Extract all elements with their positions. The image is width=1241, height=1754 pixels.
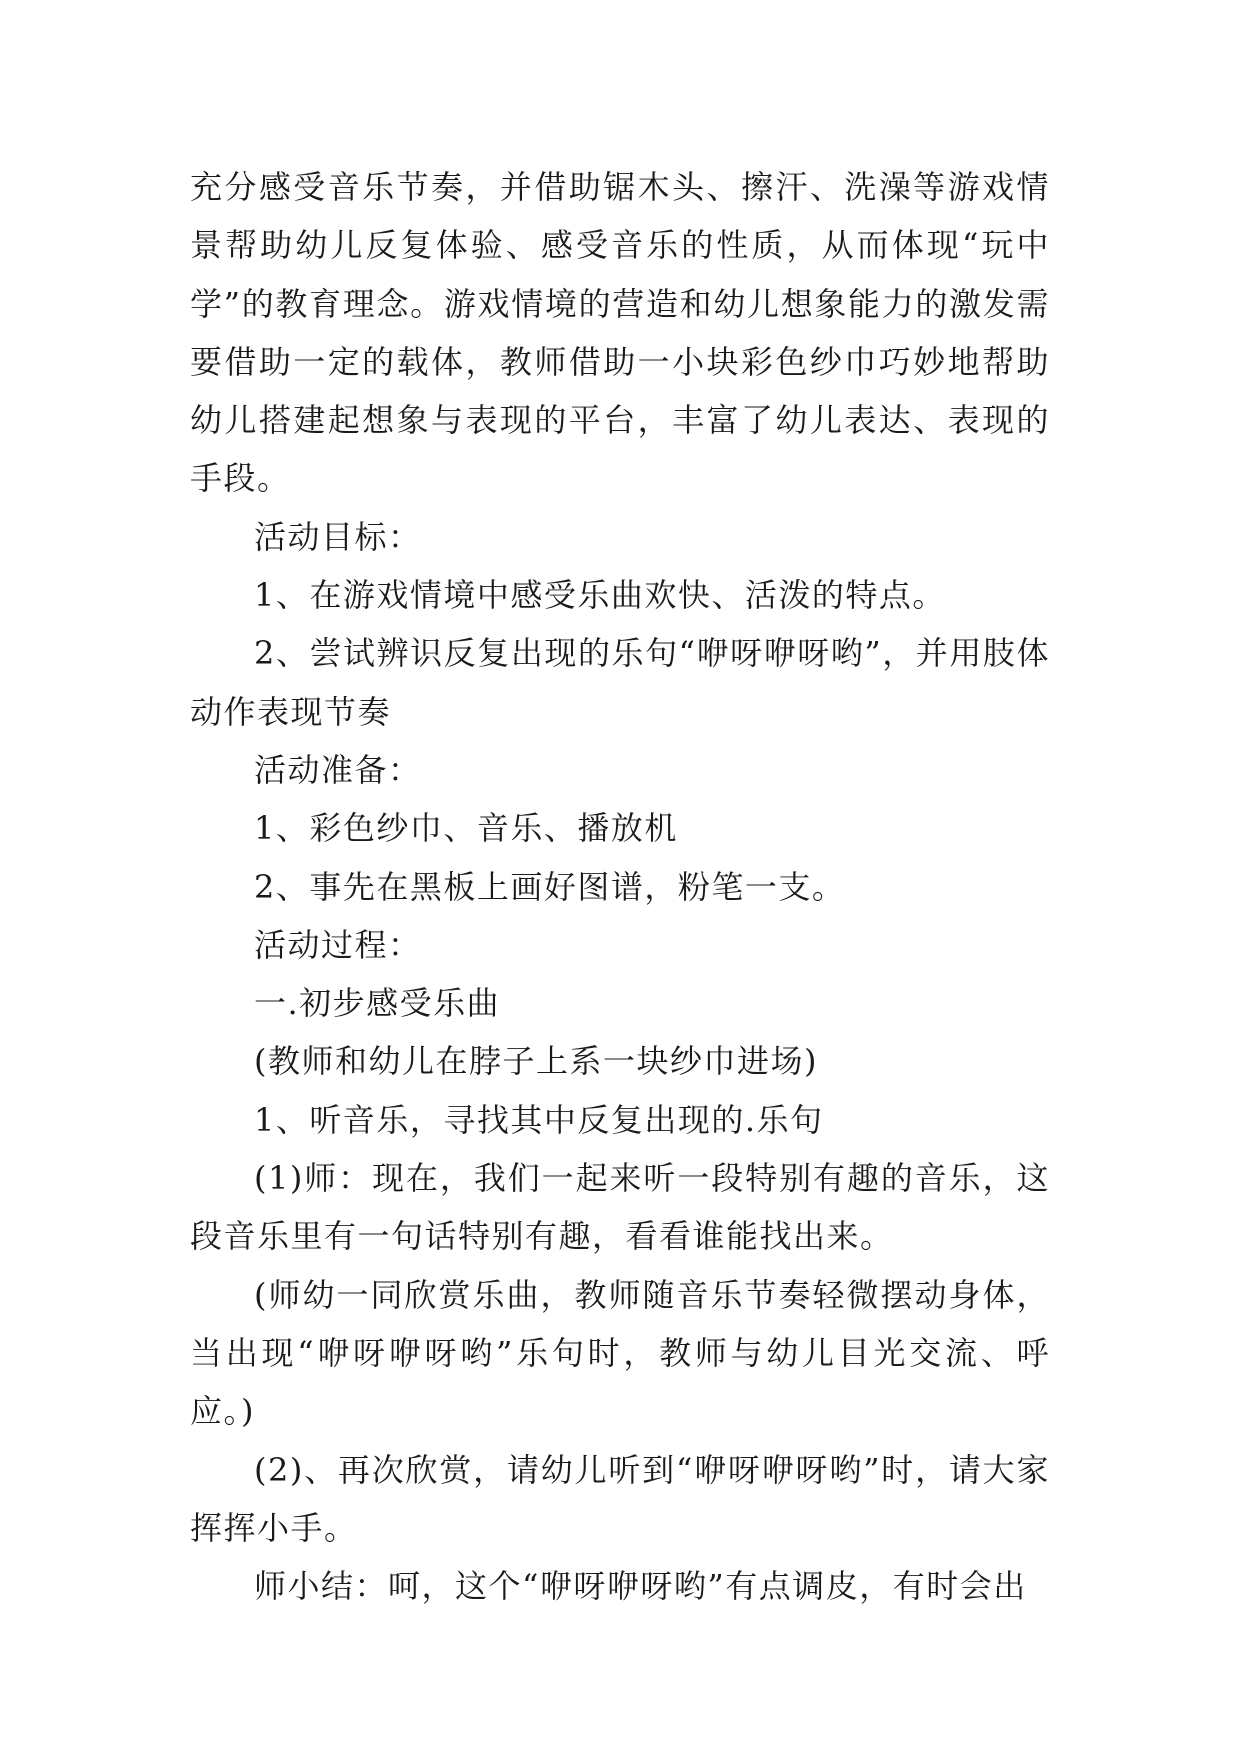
goal-item: 2、尝试辨识反复出现的乐句“咿呀咿呀哟”，并用肢体动作表现节奏 (190, 634, 1050, 731)
goal-item: 1、在游戏情境中感受乐曲欢快、活泼的特点。 (254, 576, 946, 615)
document-body (190, 158, 1050, 1615)
paragraph: (1)师：现在，我们一起来听一段特别有趣的音乐，这段音乐里有一句话特别有趣，看看谁能找出来。 (190, 1159, 1050, 1256)
paragraph: (2)、再次欣赏，请幼儿听到“咿呀咿呀哟”时，请大家挥挥小手。 (190, 1450, 1050, 1547)
paragraph: 充分感受音乐节奏，并借助锯木头、擦汗、洗澡等游戏情景帮助幼儿反复体验、感受音乐的性质，从而体现“玩中学”的教育理念。游戏情境的营造和幼儿想象能力的激发需要借助一定的载体，教师借助一小块彩色纱巾巧妙地帮助幼儿搭建起想象与表现的平台，丰富了幼儿表达、表现的手段。 (190, 168, 1050, 498)
section-heading-process: 活动过程： (254, 925, 422, 964)
stage-direction: (教师和幼儿在脖子上系一块纱巾进场) (254, 1042, 818, 1081)
paragraph: 师小结：呵，这个“咿呀咿呀哟”有点调皮，有时会出 (254, 1567, 1027, 1606)
process-step-heading: 一.初步感受乐曲 (254, 984, 501, 1023)
process-step: 1、听音乐，寻找其中反复出现的.乐句 (254, 1100, 824, 1139)
section-heading-preparation: 活动准备： (254, 750, 422, 789)
preparation-item: 2、事先在黑板上画好图谱，粉笔一支。 (254, 867, 846, 906)
section-heading-goals: 活动目标： (254, 517, 422, 556)
paragraph: (师幼一同欣赏乐曲，教师随音乐节奏轻微摆动身体，当出现“咿呀咿呀哟”乐句时，教师与幼儿目光交流、呼应。) (190, 1275, 1050, 1431)
preparation-item: 1、彩色纱巾、音乐、播放机 (254, 809, 678, 848)
